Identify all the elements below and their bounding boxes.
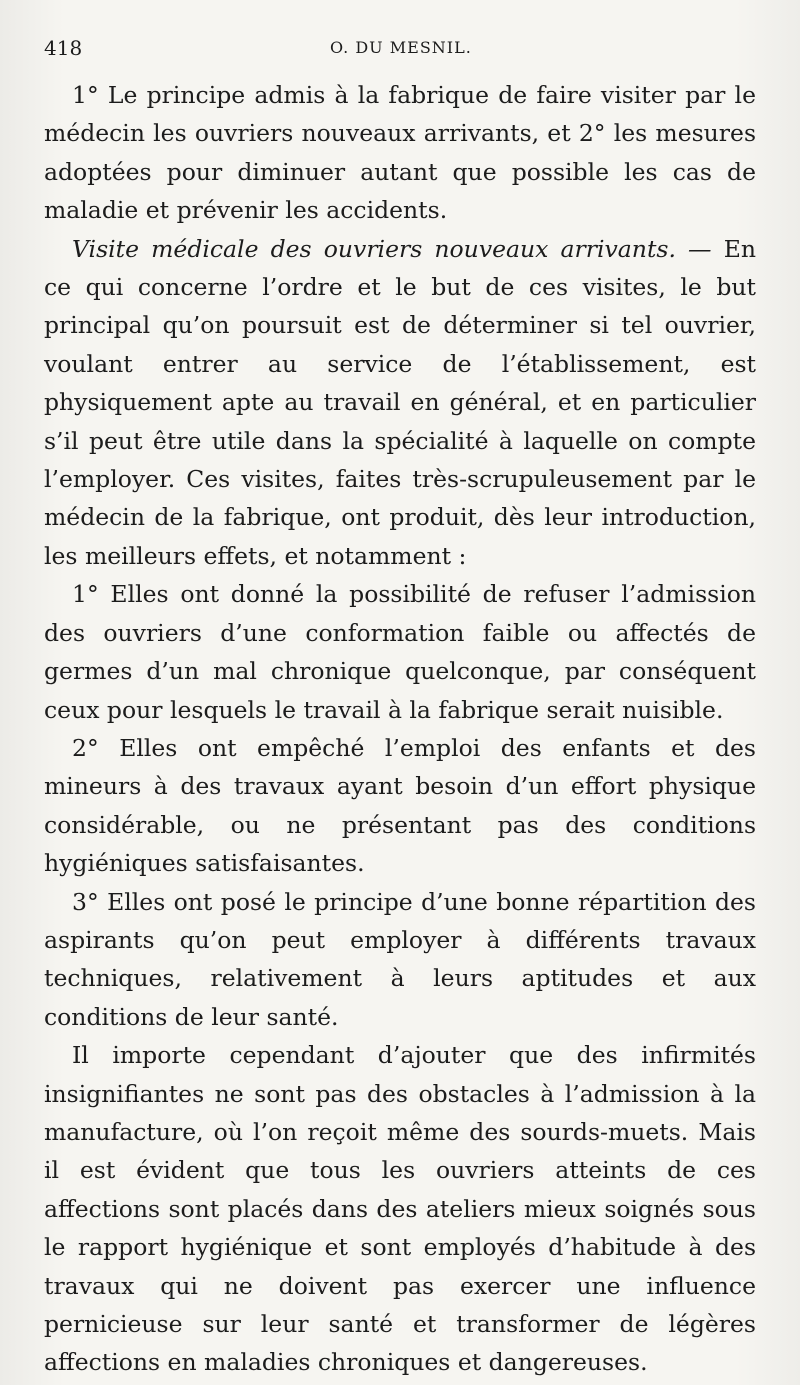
- paragraph-6: Il importe cependant d’ajouter que des infirmités insignifiantes ne sont pas des obstacles à l’admission à la manufacture, où l’on reçoit même des sourds-muets. Mais il est évident que tous les ouvriers atteints de ces affections sont placés dans des ateliers mieux soignés sous le rapport hygiénique et sont employés d’habitude à des travaux qui ne doivent pas exercer une influence pernicieuse sur leur santé et transformer de légères affections en maladies chroniques et dangereuses.: [44, 1041, 756, 1377]
- paragraph-5: 3° Elles ont posé le principe d’une bonne répartition des aspirants qu’on peut employer à différents travaux techniques, relativement à leurs aptitudes et aux conditions de leur santé.: [44, 887, 756, 1031]
- running-head: O. DU MESNIL.: [330, 38, 472, 57]
- paragraph-2: [44, 230, 756, 576]
- section-heading: Visite médicale des ouvriers nouveaux arrivants. —: [72, 234, 712, 263]
- paragraph-4: 2° Elles ont empêché l’emploi des enfants et des mineurs à des travaux ayant besoin d’un effort physique considérable, ou ne présentant pas des conditions hygiéniques satisfaisantes.: [44, 733, 756, 878]
- page-number: 418: [44, 36, 83, 60]
- body-text: [44, 76, 756, 1382]
- paragraph-1: 1° Le principe admis à la fabrique de faire visiter par le médecin les ouvriers nouveaux arrivants, et 2° les mesures adoptées pour diminuer autant que possible les cas de maladie et prévenir les accidents.: [44, 81, 756, 225]
- paragraph-2-text: En ce qui concerne l’ordre et le but de ces visites, le but principal qu’on poursuit est de déterminer si tel ouvrier, voulant entrer au service de l’établissement, est physiquement apte au travail en général, et en particulier s’il peut être utile dans la spécialité à laquelle on compte l’employer. Ces visites, faites très-scrupuleusement par le médecin de la fabrique, ont produit, dès leur introduction, les meilleurs effets, et notamment :: [44, 234, 756, 570]
- page-header: [44, 36, 764, 68]
- paragraph-3: 1° Elles ont donné la possibilité de refuser l’admission des ouvriers d’une conformation faible ou affectés de germes d’un mal chronique quelconque, par conséquent ceux pour lesquels le travail à la fabrique serait nuisible.: [44, 580, 756, 724]
